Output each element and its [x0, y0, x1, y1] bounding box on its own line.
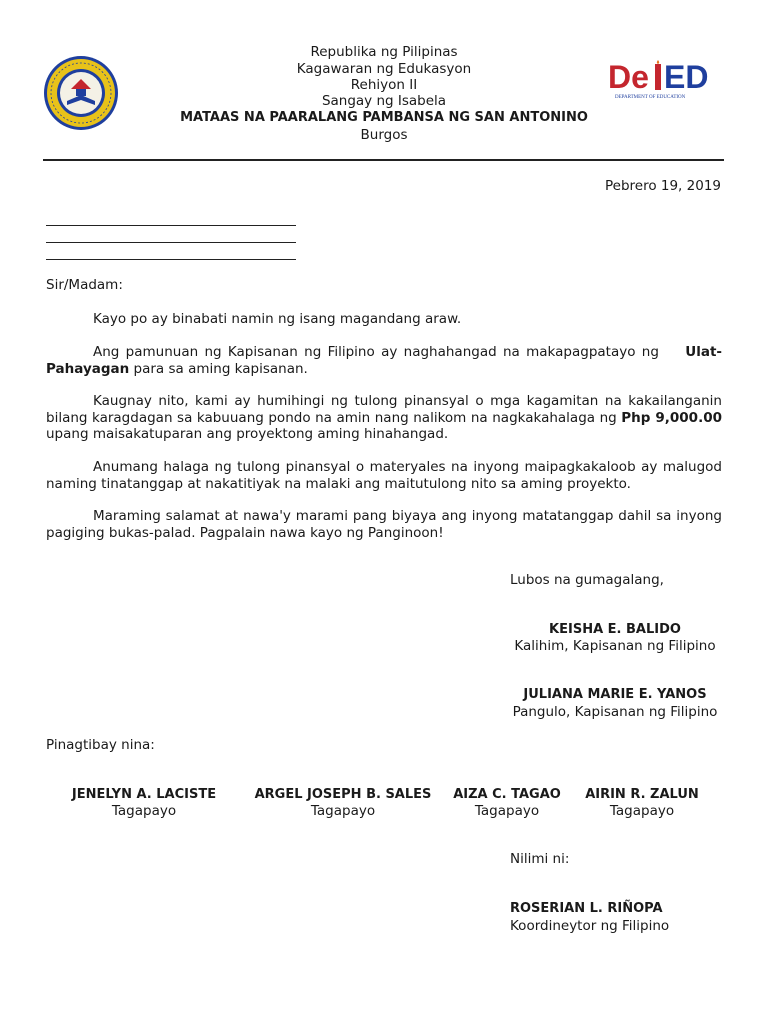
adviser-role-4: Tagapayo: [609, 803, 675, 819]
paragraph-request-text: Kaugnay nito, kami ay humihingi ng tulong pinansyal o mga kagamitan na kakailanganin bilang karagdagan sa kabuuang pondo na amin nang nalikom na nagkakahalaga ng: [46, 393, 722, 426]
adviser-name-3: AIZA C. TAGAO: [453, 787, 561, 802]
paragraph-purpose-end: para sa aming kapisanan.: [129, 360, 308, 377]
header-town: Burgos: [360, 127, 408, 143]
approved-label: Pinagtibay nina:: [46, 737, 155, 753]
paragraph-assistance: Anumang halaga ng tulong pinansyal o materyales na inyong maipagkakaloob ay malugod naming tinatanggap at nakatitiyak na malaki ang maitutulong nito sa aming proyekto.: [46, 459, 722, 492]
coordinator-name: ROSERIAN L. RIÑOPA: [510, 901, 663, 916]
coordinator-role: Koordineytor ng Filipino: [510, 918, 670, 934]
header-school-name: MATAAS NA PAARALANG PAMBANSA NG SAN ANTONINO: [180, 110, 588, 125]
adviser-name-4: AIRIN R. ZALUN: [585, 787, 699, 802]
signatory-role-president: Pangulo, Kapisanan ng Filipino: [512, 704, 718, 720]
closing: Lubos na gumagalang,: [510, 572, 664, 588]
adviser-name-1: JENELYN A. LACISTE: [71, 787, 217, 802]
paragraph-thanks: Maraming salamat at nawa'y marami pang biyaya ang inyong matatanggap dahil sa inyong pagiging bukas-palad. Pagpalain nawa kayo ng Panginoon!: [46, 508, 722, 541]
fund-amount: Php 9,000.00: [621, 409, 722, 426]
header-region: Rehiyon II: [350, 77, 418, 93]
adviser-name-2: ARGEL JOSEPH B. SALES: [254, 787, 432, 802]
recipient-line-3: [46, 259, 296, 260]
adviser-role-2: Tagapayo: [310, 803, 376, 819]
signatory-name-secretary: KEISHA E. BALIDO: [549, 622, 681, 637]
signatory-role-secretary: Kalihim, Kapisanan ng Filipino: [514, 638, 716, 654]
paragraph-purpose-text: Ang pamunuan ng Kapisanan ng Filipino ay naghahangad na makapagpatayo ng: [93, 344, 659, 360]
deped-logo-subtitle: DEPARTMENT OF EDUCATION: [615, 95, 686, 100]
recipient-line-1: [46, 225, 296, 226]
adviser-role-1: Tagapayo: [111, 803, 177, 819]
letter-date: Pebrero 19, 2019: [604, 178, 721, 194]
paragraph-request: [46, 393, 722, 443]
salutation: Sir/Madam:: [46, 277, 123, 293]
paragraph-greeting: Kayo po ay binabati namin ng isang magandang araw.: [93, 311, 462, 327]
noted-label: Nilimi ni:: [510, 851, 570, 867]
recipient-line-2: [46, 242, 296, 243]
paragraph-purpose: [46, 344, 722, 377]
header-republic: Republika ng Pilipinas: [310, 44, 458, 60]
header-division: Sangay ng Isabela: [321, 93, 447, 109]
header-divider: [43, 159, 724, 161]
deped-logo-red-text: De: [608, 59, 649, 95]
project-name: Ulat-Pahayagan: [46, 344, 723, 377]
adviser-role-3: Tagapayo: [474, 803, 540, 819]
paragraph-request-end: upang maisakatuparan ang proyektong aming hinahangad.: [46, 426, 449, 442]
header-department: Kagawaran ng Edukasyon: [296, 61, 472, 77]
signatory-name-president: JULIANA MARIE E. YANOS: [523, 687, 707, 702]
deped-logo-blue-text: ED: [664, 59, 709, 95]
